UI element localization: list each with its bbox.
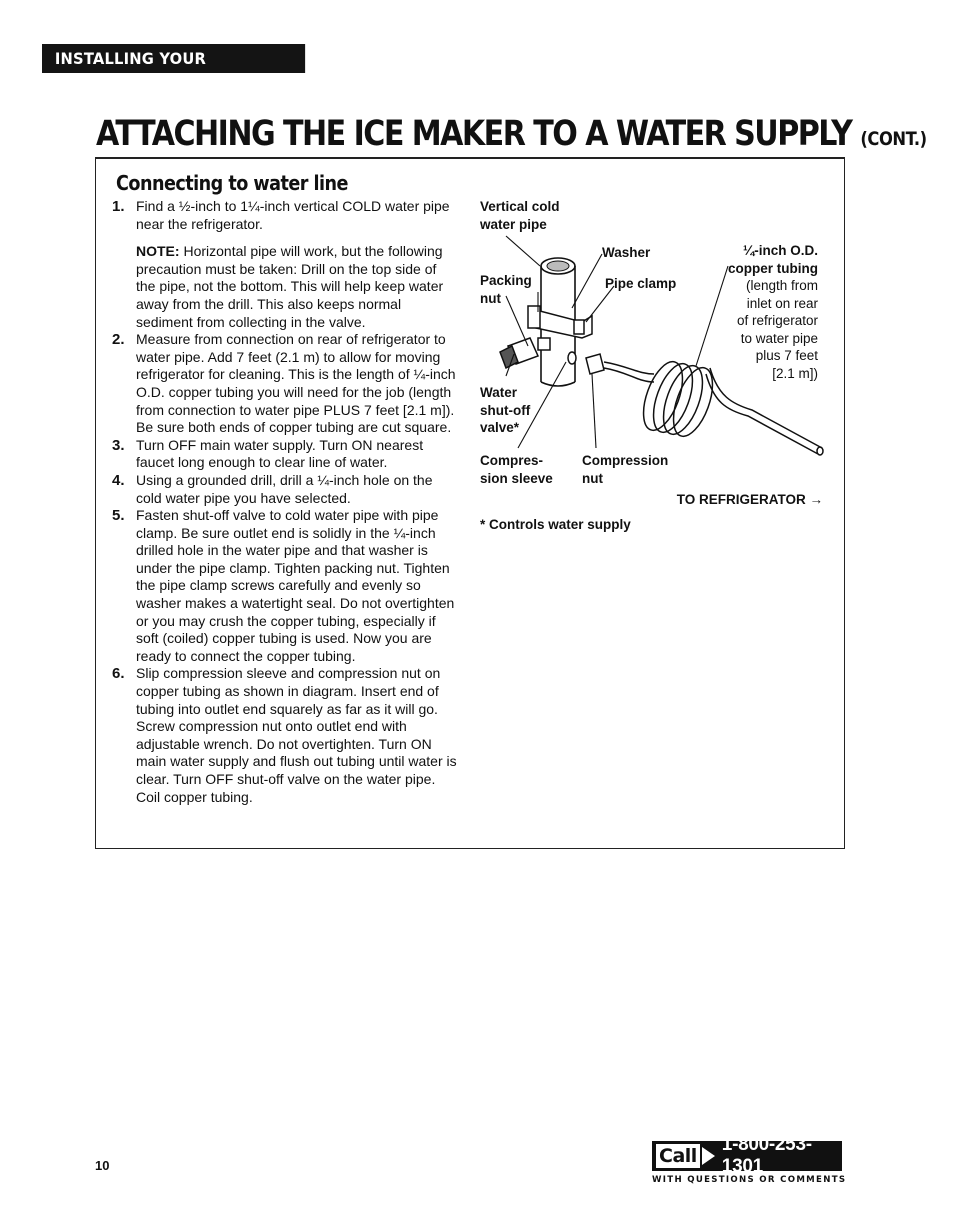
label-line: [2.1 m]): [772, 365, 818, 381]
label-line: Packing: [480, 273, 532, 288]
page-title: [96, 112, 927, 161]
call-caption: WITH QUESTIONS OR COMMENTS: [652, 1175, 847, 1185]
section-subheading: Connecting to water line: [116, 171, 348, 195]
step-3: [112, 437, 458, 472]
label-packing-nut: [480, 272, 532, 307]
label-line: (length from: [745, 278, 818, 293]
step-text: Fasten shut-off valve to cold water pipe with pipe clamp. Be sure outlet end is solidly in the ¼-inch drilled hole in the water pipe and that washer is under the pipe clamp. Tighten packing nut. Tighten the pipe clamp screws carefully and evenly so washer makes a watertight seal. Do not overtighten or you may crush the copper tubing, especially if soft (coiled) copper tubing is used. Now you are ready to connect the copper tubing.: [136, 507, 455, 664]
label-line: nut: [480, 290, 501, 306]
step-number: 5.: [112, 507, 125, 525]
step-4: [112, 472, 458, 507]
label-line: shut-off: [480, 402, 531, 418]
step-text: Slip compression sleeve and compression nut on copper tubing as shown in diagram. Insert end of tubing into outlet end squarely as far as it will go. Screw compression nut onto outlet end with adjustable wrench. Do not overtighten. Turn ON main water supply and flush out tubing until water is clear. Turn OFF shut-off valve on the water pipe. Coil copper tubing.: [136, 665, 457, 805]
compression-fittings-drawing: [568, 352, 604, 374]
page-number: 10: [95, 1158, 110, 1173]
label-copper-tubing: [728, 242, 818, 382]
label-line: nut: [582, 470, 603, 486]
label-line: Compression: [582, 453, 669, 468]
step-number: 2.: [112, 331, 125, 349]
step-5: [112, 507, 458, 665]
section-banner: INSTALLING YOUR REFRIGERATOR: [42, 44, 305, 73]
pipe-clamp-drawing: [536, 310, 592, 338]
label-line: sion sleeve: [480, 470, 553, 486]
diagram-footnote: * Controls water supply: [480, 517, 631, 532]
label-line: ¼-inch O.D.: [742, 243, 818, 258]
label-line: water pipe: [480, 216, 547, 232]
label-line: copper tubing: [728, 260, 818, 276]
step-number: 4.: [112, 471, 125, 489]
step-text: Using a grounded drill, drill a ¼-inch hole on the cold water pipe you have selected.: [136, 471, 433, 506]
step-1: [112, 198, 458, 331]
page-title-suffix: (CONT.): [860, 128, 927, 150]
step-note: [136, 243, 458, 331]
arrow-right-icon: [702, 1147, 715, 1165]
label-line: of refrigerator: [736, 313, 818, 328]
step-text: Turn OFF main water supply. Turn ON nearest faucet long enough to clear line of water.: [136, 436, 424, 471]
label-washer: Washer: [602, 245, 651, 260]
label-line: inlet on rear: [746, 295, 818, 311]
step-2: [112, 331, 458, 437]
label-compression-sleeve: [480, 452, 553, 487]
step-6: [112, 665, 458, 806]
step-text: Find a ½-inch to 1¼-inch vertical COLD water pipe near the refrigerator.: [136, 198, 450, 232]
step-number: 6.: [112, 665, 125, 683]
label-pipe-clamp: Pipe clamp: [605, 276, 677, 291]
note-label: NOTE:: [136, 243, 180, 260]
step-number: 3.: [112, 436, 125, 454]
label-shut-off-valve: [480, 384, 530, 437]
label-line: plus 7 feet: [755, 348, 818, 363]
label-line: to water pipe: [740, 330, 818, 346]
phone-number: 1-800-253-1301: [721, 1134, 812, 1177]
call-label: Call: [656, 1144, 700, 1168]
water-connection-diagram: [478, 196, 838, 541]
label-line: valve*: [480, 420, 520, 435]
note-text: Horizontal pipe will work, but the following precaution must be taken: Drill on the top side of the pipe, not the bottom. This will help keep water away from the drill. This also keeps normal sediment from collecting in the valve.: [136, 243, 444, 330]
step-number: 1.: [112, 198, 125, 215]
label-vertical-pipe: [480, 198, 560, 233]
label-to-refrigerator: TO REFRIGERATOR →: [676, 492, 823, 507]
call-banner: [652, 1134, 842, 1177]
label-line: Compres-: [480, 453, 544, 468]
step-text: Measure from connection on rear of refrigerator to water pipe. Add 7 feet (2.1 m) to allow for moving refrigerator for cleaning. This is the length of ¼-inch O.D. copper tubing you will need for the job (length from connection to water pipe PLUS 7 feet [2.1 m]). Be sure both ends of copper tubing are cut square.: [136, 331, 456, 436]
label-compression-nut: [582, 452, 668, 487]
steps-list: [112, 198, 458, 806]
label-line: Water: [480, 385, 518, 400]
label-line: Vertical cold: [480, 199, 560, 214]
page-title-main: ATTACHING THE ICE MAKER TO A WATER SUPPLY: [96, 114, 852, 154]
